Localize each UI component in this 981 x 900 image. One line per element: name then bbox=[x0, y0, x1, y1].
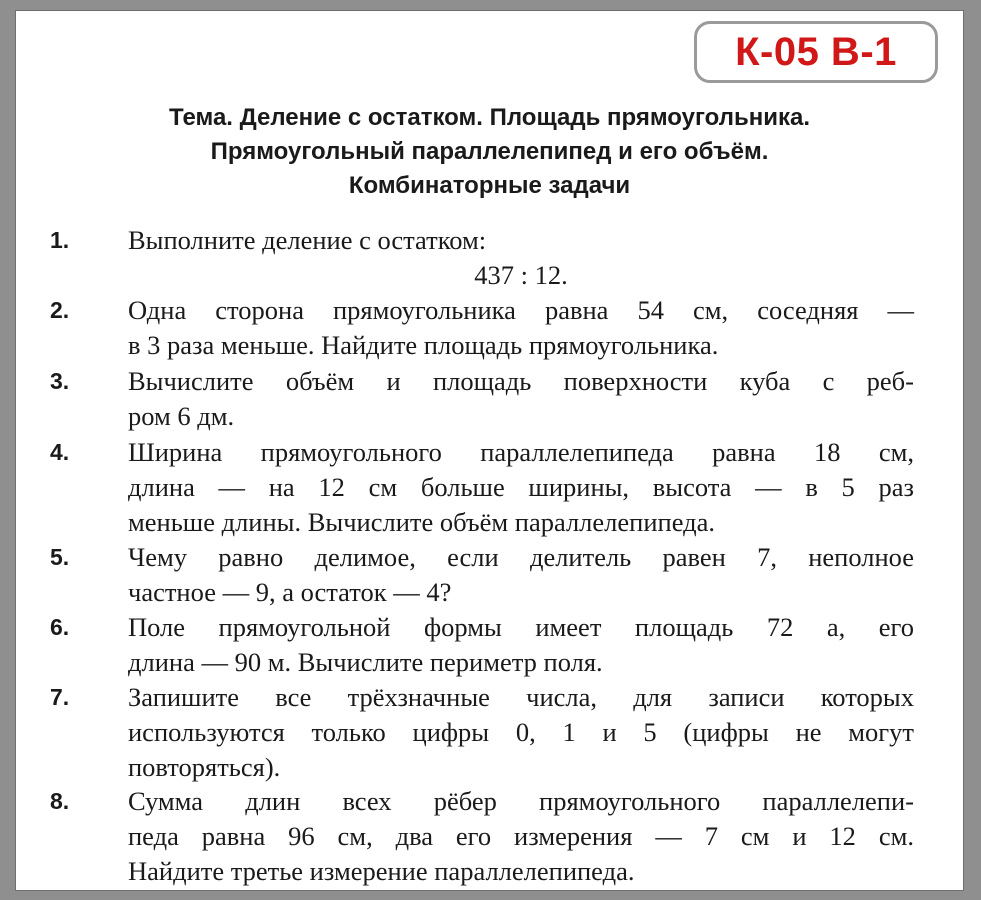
task-text bbox=[128, 680, 914, 785]
title-line: Прямоугольный параллелепипед и его объём. bbox=[210, 138, 769, 165]
task-line: Найдите третье измерение параллелепипеда. bbox=[128, 856, 635, 886]
task-line: Запишите все трёхзначные числа, для записи которых bbox=[128, 682, 914, 712]
task-number: 5. bbox=[50, 544, 70, 570]
task-line: длина — на 12 см больше ширины, высота — в 5 раз bbox=[128, 472, 914, 502]
worksheet-title bbox=[16, 101, 963, 203]
task-line: ром 6 дм. bbox=[128, 401, 235, 431]
task-expression: 437 : 12. bbox=[474, 260, 568, 290]
task-line: в 3 раза меньше. Найдите площадь прямоугольника. bbox=[128, 330, 719, 360]
variant-badge: К-05 В-1 bbox=[694, 21, 938, 83]
task-text bbox=[128, 364, 914, 434]
task-line: повторяться). bbox=[128, 752, 281, 782]
task-line: Чему равно делимое, если делитель равен 7, неполное bbox=[128, 542, 914, 572]
task-line: Вычислите объём и площадь поверхности куба с реб- bbox=[128, 366, 914, 396]
task-line: Одна сторона прямоугольника равна 54 см, соседняя — bbox=[128, 295, 914, 325]
task-number: 3. bbox=[50, 368, 70, 394]
task-line: педа равна 96 см, два его измерения — 7 см и 12 см. bbox=[128, 821, 914, 851]
task-number: 4. bbox=[50, 439, 70, 465]
task-text bbox=[128, 293, 914, 363]
task-number: 8. bbox=[50, 788, 70, 814]
task-line: длина — 90 м. Вычислите периметр поля. bbox=[128, 647, 603, 677]
task-text bbox=[128, 435, 914, 540]
task-number: 1. bbox=[50, 227, 70, 253]
task-line: Поле прямоугольной формы имеет площадь 72 а, его bbox=[128, 612, 914, 642]
task-line: используются только цифры 0, 1 и 5 (цифры не могут bbox=[128, 717, 914, 747]
task-line: Выполните деление с остатком: bbox=[128, 225, 487, 255]
title-line: Комбинаторные задачи bbox=[348, 172, 631, 199]
title-line: Тема. Деление с остатком. Площадь прямоугольника. bbox=[169, 104, 810, 131]
task-text bbox=[128, 610, 914, 680]
task-number: 7. bbox=[50, 684, 70, 710]
worksheet-page bbox=[16, 11, 963, 890]
task-text bbox=[128, 223, 914, 293]
task-text bbox=[128, 784, 914, 889]
task-line: Ширина прямоугольного параллелепипеда равна 18 см, bbox=[128, 437, 914, 467]
task-line: частное — 9, а остаток — 4? bbox=[128, 577, 452, 607]
task-text bbox=[128, 540, 914, 610]
task-line: Сумма длин всех рёбер прямоугольного параллелепи- bbox=[128, 786, 914, 816]
task-number: 6. bbox=[50, 614, 70, 640]
task-number: 2. bbox=[50, 297, 70, 323]
task-line: меньше длины. Вычислите объём параллелепипеда. bbox=[128, 507, 715, 537]
